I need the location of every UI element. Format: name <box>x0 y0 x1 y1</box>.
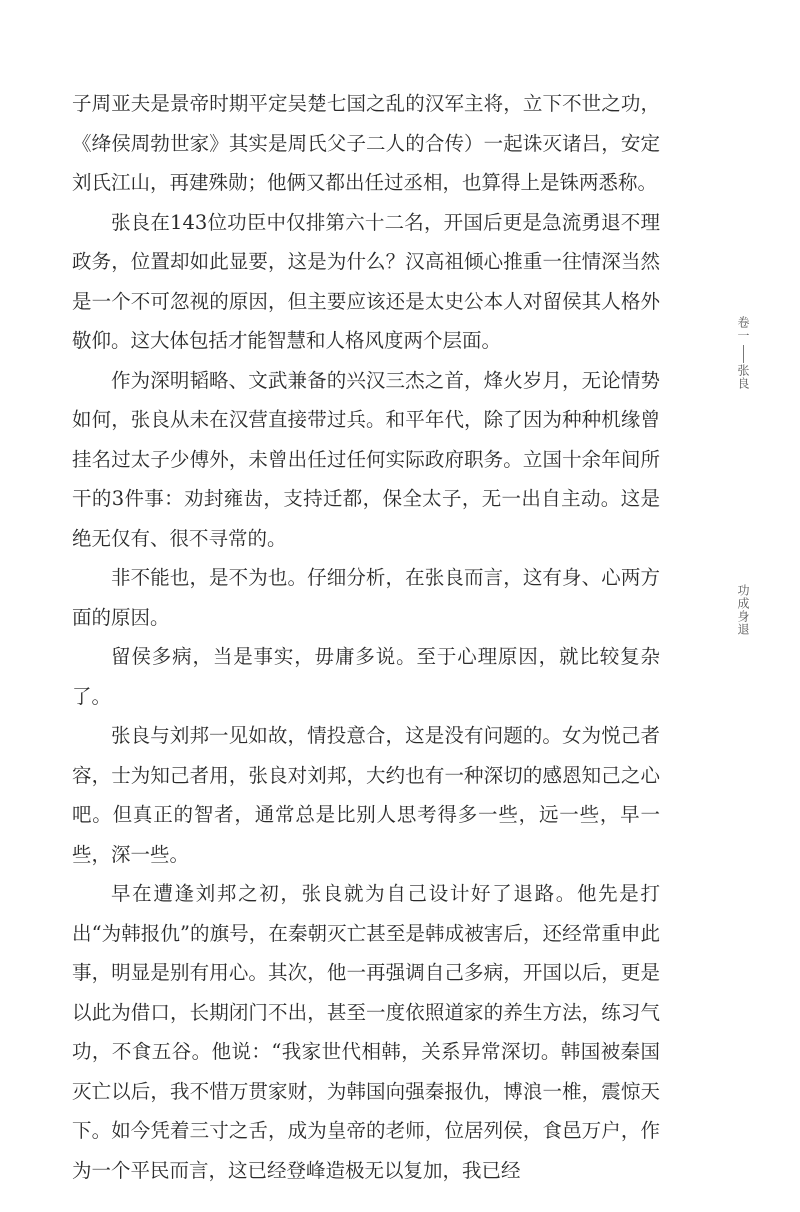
paragraph-4: 非不能也，是不为也。仔细分析，在张良而言，这有身、心两方面的原因。 <box>72 566 660 629</box>
paragraph-1: 子周亚夫是景帝时期平定吴楚七国之乱的汉军主将，立下不世之功，《绛侯周勃世家》其实是周氏父子二人的合传）一起诛灭诸吕，安定刘氏江山，再建殊勋；他俩又都出任过丞相，也算得上是铢两悉称。 <box>72 92 660 194</box>
running-head-divider <box>743 345 744 363</box>
paragraph-3: 作为深明韬略、文武兼备的兴汉三杰之首，烽火岁月，无论情势如何，张良从未在汉营直接带过兵。和平年代，除了因为种种机缘曾挂名过太子少傅外，未曾出任过任何实际政府职务。立国十余年间所干的3件事：劝封雍齿，支持迁都，保全太子，无一出自主动。这是绝无仅有、很不寻常的。 <box>72 368 660 550</box>
paragraph-5: 留侯多病，当是事实，毋庸多说。至于心理原因，就比较复杂了。 <box>72 645 660 708</box>
paragraph-2: 张良在143位功臣中仅排第六十二名，开国后更是急流勇退不理政务，位置却如此显要，这是为什么？汉高祖倾心推重一往情深当然是一个不可忽视的原因，但主要应该还是太史公本人对留侯其人格外敬仰。这大体包括才能智慧和人格风度两个层面。 <box>72 210 660 352</box>
running-head-section: 功成身退 <box>736 584 750 636</box>
body-text <box>72 84 660 1190</box>
paragraph-7: 早在遭逢刘邦之初，张良就为自己设计好了退路。他先是打出“为韩报仇”的旗号，在秦朝灭亡甚至是韩成被害后，还经常重申此事，明显是别有用心。其次，他一再强调自己多病，开国以后，更是以此为借口，长期闭门不出，甚至一度依照道家的养生方法，练习气功，不食五谷。他说：“我家世代相韩，关系异常深切。韩国被秦国灭亡以后，我不惜万贯家财，为韩国向强秦报仇，博浪一椎，震惊天下。如今凭着三寸之舌，成为皇帝的老师，位居列侯，食邑万户，作为一个平民而言，这已经登峰造极无以复加，我已经 <box>72 882 660 1182</box>
paragraph-6: 张良与刘邦一见如故，情投意合，这是没有问题的。女为悦己者容，士为知己者用，张良对刘邦，大约也有一种深切的感恩知己之心吧。但真正的智者，通常总是比别人思考得多一些，远一些，早一些，深一些。 <box>72 724 660 866</box>
chapter-label: 卷一 <box>736 316 750 342</box>
chapter-name: 张良 <box>736 364 750 390</box>
